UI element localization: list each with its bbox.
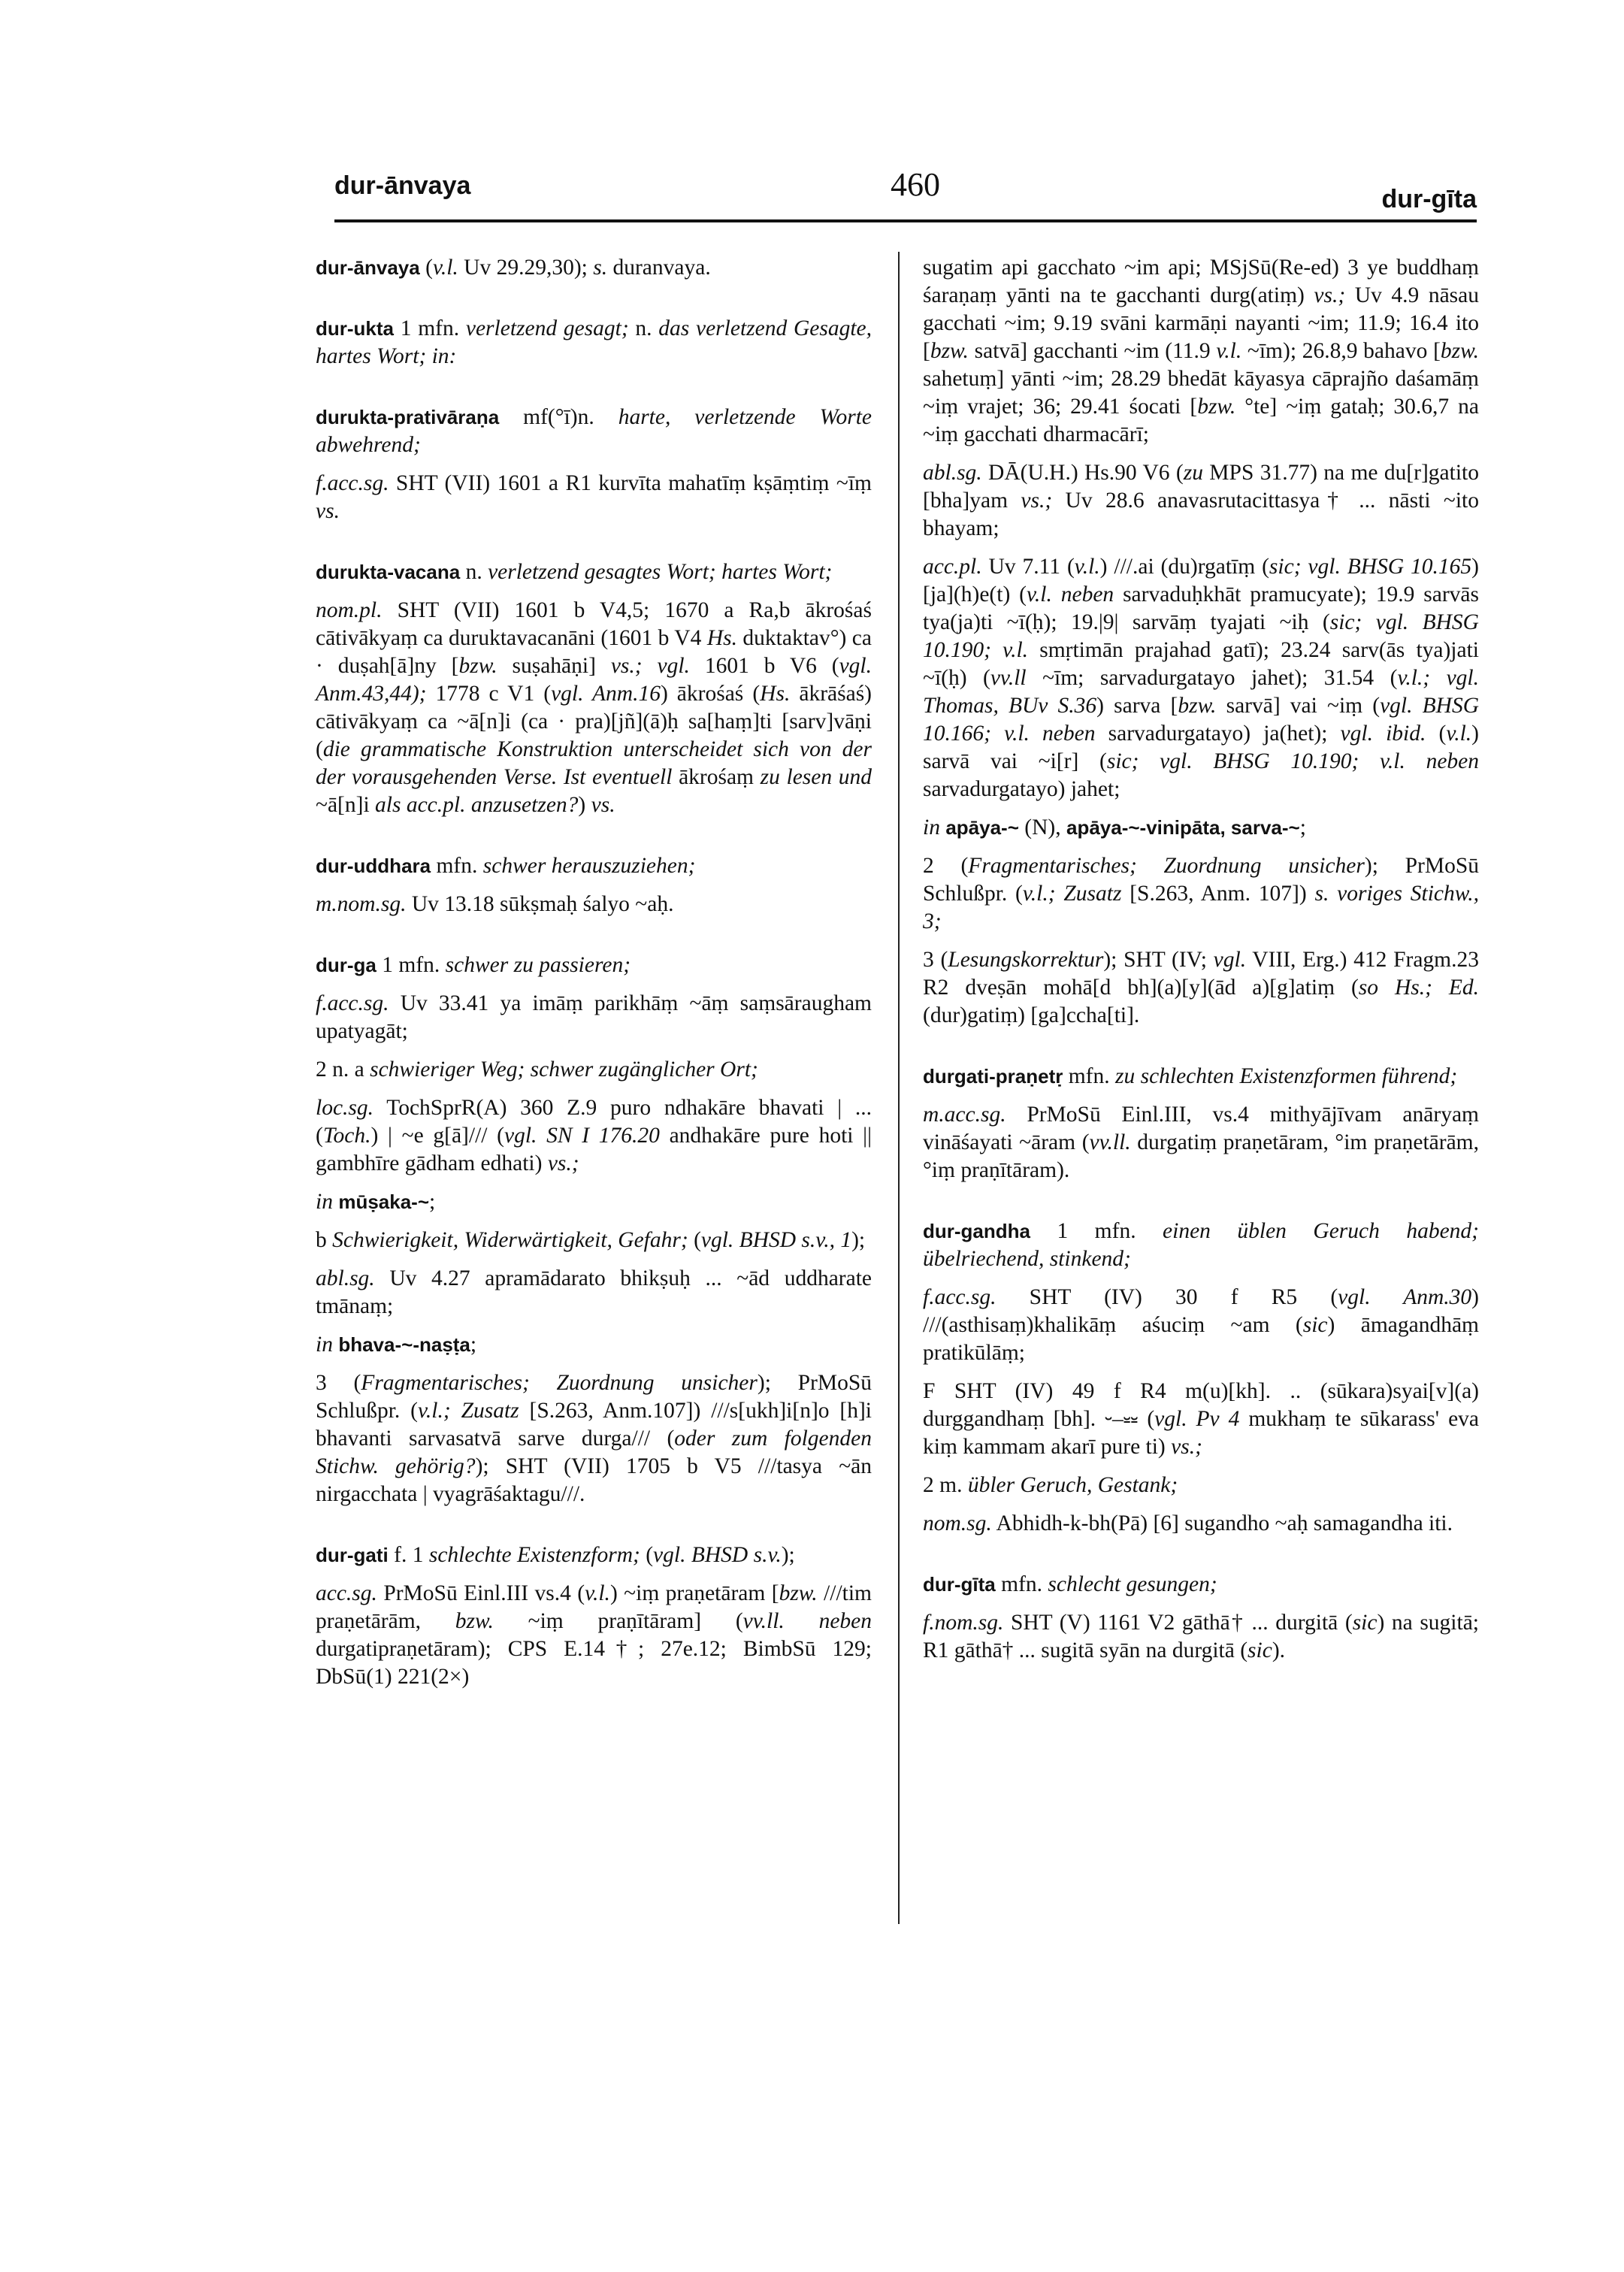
entry-paragraph — [316, 891, 872, 918]
text: ; — [429, 1190, 436, 1214]
entry-paragraph — [316, 1188, 872, 1216]
headword: dur-ga — [316, 954, 377, 976]
dictionary-entry — [923, 1063, 1479, 1091]
italic-text: sic; vgl. BHSG 10.190; v.l. neben — [1106, 749, 1480, 773]
italic-text: vgl. — [1213, 948, 1247, 972]
italic-text: f.acc.sg. — [923, 1285, 996, 1309]
text: MPS 31.77) na me du[r]gatito [bha]yam — [923, 461, 1479, 513]
text: ~ā[n]i — [316, 793, 376, 817]
entry-paragraph — [316, 1094, 872, 1178]
text: SHT (VII) 1601 b V4,5; 1670 a Ra,b ākrośaś cātivākyaṃ ca duruktavacanāni (1601 b V4 — [316, 598, 872, 650]
italic-text: v.l. — [1074, 555, 1100, 579]
text: f. 1 — [388, 1543, 429, 1567]
text: 3 ( — [316, 1371, 361, 1395]
text: Uv 4.9 nāsau gacchati ~im; 9.19 svāni karmāṇi nayanti ~im; 11.9; 16.4 ito [ — [923, 283, 1479, 363]
italic-text: vgl. Pv 4 — [1154, 1407, 1240, 1431]
text: ///tim praṇetārām, — [316, 1581, 872, 1633]
italic-text: so Hs.; Ed. — [1358, 976, 1480, 1000]
text: Uv 33.41 ya imāṃ parikhāṃ ~āṃ saṃsāraugham upatyagāt; — [316, 991, 872, 1043]
text: duktaktav°) ca · duṣah[ā]ny [ — [316, 626, 872, 678]
text: VIII, Erg.) 412 Fragm.23 R2 dveṣān mohā[d bh](a)[y](ād a)[g]atiṃ ( — [923, 948, 1479, 1000]
italic-text: f.acc.sg. — [316, 471, 389, 495]
italic-text: bzw. — [1440, 339, 1479, 363]
right-column — [923, 254, 1479, 1675]
italic-text: acc.pl. — [923, 555, 982, 579]
entry-paragraph — [316, 254, 872, 282]
text: n. — [628, 316, 659, 340]
headword: durukta-prativāraṇa — [316, 406, 500, 428]
italic-text: sic; vgl. BHSG 10.165 — [1269, 555, 1472, 579]
italic-text: schwer zu passieren; — [445, 953, 631, 977]
italic-text: sic — [1352, 1611, 1378, 1635]
italic-text: Lesungskorrektur — [948, 948, 1104, 972]
entry-paragraph — [316, 990, 872, 1045]
headword: durukta-vacana — [316, 561, 461, 583]
italic-text: vgl. SN I 176.20 — [504, 1124, 660, 1148]
headword: dur-ānvaya — [316, 256, 420, 279]
text: Uv 28.6 anavasrutacittasya† ... nāsti ~ito bhayam; — [923, 489, 1479, 540]
text: 2 ( — [923, 854, 969, 878]
italic-text: verletzend gesagtes Wort; hartes Wort; — [488, 560, 833, 584]
italic-text: übler Geruch, Gestank; — [967, 1473, 1178, 1497]
entry-paragraph — [923, 1609, 1479, 1665]
italic-text: s. — [593, 256, 608, 280]
italic-text: abl.sg. — [923, 461, 982, 485]
text: sarvadurgatayo) ja(het); — [1095, 722, 1341, 746]
italic-text: m.acc.sg. — [923, 1103, 1006, 1127]
headword: dur-uddhara — [316, 855, 431, 877]
text: Uv 13.18 sūkṣmaḥ śalyo ~aḥ. — [406, 892, 674, 916]
text: ); SHT (VII) 1705 b V5 ///tasya ~ān nirgacchata | vyagrāśaktagu///. — [316, 1454, 872, 1506]
italic-text: sic; vgl. BHSG 10.190; v.l. — [923, 610, 1479, 662]
italic-text: sic — [1302, 1313, 1328, 1337]
entry-paragraph — [923, 852, 1479, 936]
text: sahetuṃ] yānti ~im; 28.29 bhedāt kāyasya cāprajño daśamāṃ ~iṃ vrajet; 36; 29.41 śocati [ — [923, 367, 1479, 419]
text: b — [316, 1228, 333, 1252]
italic-text: schwer herauszuziehen; — [482, 854, 696, 878]
text: andhakāre pure hoti || gambhīre gādham edhati) — [316, 1124, 872, 1175]
text: ākrośaṃ — [672, 765, 761, 789]
italic-text: vgl. Anm.43,44); — [316, 654, 872, 706]
italic-text: zu schlechten Existenzformen führend; — [1115, 1064, 1458, 1088]
italic-text: f.acc.sg. — [316, 991, 389, 1015]
text: ) | ~e g[ā]/// ( — [370, 1124, 504, 1148]
italic-text: verletzend gesagt; — [465, 316, 629, 340]
italic-text: m.nom.sg. — [316, 892, 407, 916]
text: (N), — [1018, 815, 1066, 840]
text: ) āmagandhāṃ pratikūlāṃ; — [923, 1313, 1479, 1365]
text: SHT (VII) 1601 a R1 kurvīta mahatīṃ kṣāṃtiṃ ~īṃ — [389, 471, 872, 495]
italic-text: in — [923, 815, 940, 840]
entry-paragraph — [923, 459, 1479, 543]
text: ~iṃ praṇītāram] ( — [493, 1609, 743, 1633]
text: sarvadurgatayo) jahet; — [923, 777, 1120, 801]
italic-text: vs.; — [1171, 1435, 1202, 1459]
text: [S.263, Anm. 107]) — [1121, 882, 1315, 906]
text: Uv 29.29,30); — [458, 256, 594, 280]
text: ); — [781, 1543, 795, 1567]
italic-text: bzw. — [930, 339, 969, 363]
text: TochSprR(A) 360 Z.9 puro ndhakāre bhavati | ... ( — [316, 1096, 872, 1148]
italic-text: Fragmentarisches; Zuordnung unsicher — [361, 1371, 758, 1395]
text: ~īm; sarvadurgatayo jahet); 31.54 ( — [1026, 666, 1398, 690]
italic-text: in — [316, 1190, 333, 1214]
entry-paragraph — [316, 1227, 872, 1254]
italic-text: bzw. — [458, 654, 497, 678]
headword: dur-gati — [316, 1544, 389, 1566]
text: F SHT (IV) 49 f R4 m(u)[kh]. .. (sūkara)syai[v](a) durggandhaṃ [bh]. ⏑–⏓⏓ ( — [923, 1379, 1479, 1431]
text: ) ///(asthisaṃ)khalikāṃ aśuciṃ ~am ( — [923, 1285, 1479, 1337]
entry-paragraph — [923, 1510, 1479, 1538]
italic-text: vs.; — [547, 1151, 579, 1175]
italic-text: Hs. — [760, 682, 791, 706]
italic-text: v.l.; vgl. Thomas, BUv S.36 — [923, 666, 1479, 718]
entry-paragraph — [923, 1378, 1479, 1461]
italic-text: acc.sg. — [316, 1581, 377, 1605]
italic-text: vs. — [316, 499, 340, 523]
italic-text: v.l.; Zusatz — [1022, 882, 1122, 906]
bold-compound: bhava-~-naṣṭa — [338, 1333, 470, 1356]
text: ( — [419, 256, 433, 280]
headword: dur-gandha — [923, 1220, 1030, 1242]
text: 1 mfn. — [1030, 1219, 1163, 1243]
text: Abhidh-k-bh(Pā) [6] sugandho ~aḥ samagandha iti. — [991, 1511, 1453, 1535]
page-number: 460 — [891, 166, 940, 203]
text: ) — [578, 793, 591, 817]
text: ( — [1426, 722, 1447, 746]
italic-text: sic — [1247, 1638, 1272, 1662]
text: SHT (V) 1161 V2 gāthā† ... durgitā ( — [1003, 1611, 1353, 1635]
text: sugatim api gacchato ~im api; MSjSū(Re-ed) 3 ye buddhaṃ śaraṇaṃ yānti na te gacchanti durg(atiṃ) — [923, 256, 1479, 307]
text: °te] ~iṃ gataḥ; 30.6,7 na ~iṃ gacchati dharmacārī; — [923, 395, 1479, 446]
text: 2 m. — [923, 1473, 968, 1497]
entry-paragraph — [316, 470, 872, 525]
italic-text: Schwierigkeit, Widerwärtigkeit, Gefahr; — [332, 1228, 688, 1252]
text: duranvaya. — [607, 256, 711, 280]
entry-paragraph — [316, 1056, 872, 1084]
italic-text: die grammatische Konstruktion unterscheidet sich von der der vorausgehenden Verse. Ist eventuell — [316, 737, 872, 789]
italic-text: bzw. — [779, 1581, 818, 1605]
text: 1 mfn. — [394, 316, 466, 340]
italic-text: f.nom.sg. — [923, 1611, 1004, 1635]
bold-compound: mūṣaka-~ — [338, 1190, 430, 1213]
text: ; — [470, 1333, 477, 1357]
entry-paragraph — [316, 1331, 872, 1359]
italic-text: Fragmentarisches; Zuordnung unsicher — [968, 854, 1365, 878]
italic-text: das verletzend Gesagte, hartes Wort; in: — [316, 316, 872, 368]
text: mfn. — [1063, 1064, 1115, 1088]
italic-text: harte, verletzende Worte abwehrend; — [316, 405, 872, 457]
italic-text: vs. — [591, 793, 615, 817]
italic-text: nom.sg. — [923, 1511, 992, 1535]
text: smṛtimān prajahad gatī); 23.24 sarv(ās tya)jati ~ī(ḥ) ( — [923, 638, 1479, 690]
text: satvā] gacchanti ~im (11.9 — [968, 339, 1217, 363]
text: 2 n. a — [316, 1057, 370, 1082]
italic-text: vv.ll — [990, 666, 1027, 690]
text: ) ///.ai (du)rgatīṃ ( — [1099, 555, 1269, 579]
italic-text: abl.sg. — [316, 1266, 375, 1290]
dictionary-entry — [316, 558, 872, 586]
italic-text: einen üblen Geruch habend; übelriechend, stinkend; — [923, 1219, 1479, 1271]
italic-text: zu — [1183, 461, 1203, 485]
text: ); SHT (IV; — [1103, 948, 1214, 972]
left-column — [316, 254, 872, 1702]
italic-text: vgl. BHSD s.v. — [653, 1543, 782, 1567]
dictionary-entry — [316, 315, 872, 371]
italic-text: v.l. — [1216, 339, 1242, 363]
bold-compound: apāya-~ — [945, 816, 1019, 839]
italic-text: v.l. — [585, 1581, 610, 1605]
bold-compound: apāya-~-vinipāta, sarva-~ — [1066, 816, 1300, 839]
italic-text: vgl. BHSD s.v., 1 — [700, 1228, 852, 1252]
text: ākrāśaś) cātivākyaṃ ca ~ā[n]i (ca · pra)[jñ](ā)ḥ sa[haṃ]ti [sarv]vāṇi ( — [316, 682, 872, 761]
italic-text: schwieriger Weg; schwer zugänglicher Ort; — [370, 1057, 758, 1082]
text: 1601 b V6 ( — [689, 654, 839, 678]
italic-text: Toch. — [322, 1124, 371, 1148]
text: mfn. — [431, 854, 483, 878]
entry-paragraph — [316, 1580, 872, 1691]
text: [S.263, Anm.107]) ///s[ukh]i[n]o [h]i bhavanti sarvasatvā sarve durga/// ( — [316, 1399, 872, 1451]
text: sarvaduḥkhāt pramucyate); 19.9 sarvās tya(ja)ti ~ī(ḥ); 19.|9| sarvāṃ tyajati ~iḥ ( — [923, 582, 1479, 634]
entry-paragraph — [316, 1369, 872, 1508]
text: sarvā] vai ~iṃ ( — [1216, 694, 1381, 718]
italic-text: v.l.; Zusatz — [418, 1399, 519, 1423]
dictionary-entry — [316, 852, 872, 880]
italic-text: vgl. ibid. — [1340, 722, 1426, 746]
italic-text: vgl. BHSG 10.166; v.l. neben — [923, 694, 1480, 746]
italic-text: schlechte Existenzform; — [428, 1543, 640, 1567]
italic-text: nom.pl. — [316, 598, 383, 622]
text: 1 mfn. — [376, 953, 446, 977]
text: ) sarvā vai ~i[r] ( — [923, 722, 1479, 773]
text: ; — [1299, 815, 1306, 840]
dictionary-entry — [316, 1541, 872, 1569]
text: ~īm); 26.8,9 bahavo [ — [1241, 339, 1441, 363]
text: ) sarva [ — [1096, 694, 1178, 718]
text: (dur)gatiṃ) [ga]ccha[ti]. — [923, 1003, 1140, 1027]
italic-text: loc.sg. — [316, 1096, 374, 1120]
italic-text: v.l. neben — [1027, 582, 1114, 607]
entry-paragraph — [923, 254, 1479, 449]
text: ( — [640, 1543, 654, 1567]
text: ( — [688, 1228, 701, 1252]
header-left-headword: dur-ānvaya — [334, 171, 471, 200]
italic-text: vv.ll. neben — [742, 1609, 872, 1633]
text: ); PrMoSū Schlußpr. ( — [316, 1371, 872, 1423]
text: SHT (IV) 30 f R5 ( — [996, 1285, 1338, 1309]
entry-paragraph — [923, 553, 1479, 803]
entry-paragraph — [923, 814, 1479, 842]
headword: dur-ukta — [316, 317, 394, 340]
text: ). — [1272, 1638, 1286, 1662]
text: durgatipraṇetāram); CPS E.14†; 27e.12; BimbSū 129; DbSū(1) 221(2×) — [316, 1637, 872, 1689]
entry-paragraph — [923, 1472, 1479, 1499]
italic-text: oder zum folgenden Stichw. gehörig? — [316, 1426, 872, 1478]
italic-text: bzw. — [1178, 694, 1217, 718]
entry-paragraph — [923, 1284, 1479, 1367]
column-separator — [898, 252, 900, 1924]
text: durgatiṃ praṇetāram, °im praṇetārām, °iṃ praṇītāram). — [923, 1130, 1479, 1182]
dictionary-entry — [316, 951, 872, 979]
entry-paragraph — [316, 1265, 872, 1321]
text: mfn. — [995, 1572, 1048, 1596]
dictionary-entry — [923, 1571, 1479, 1599]
text: Uv 7.11 ( — [981, 555, 1075, 579]
italic-text: schlecht gesungen; — [1048, 1572, 1217, 1596]
italic-text: vv.ll. — [1089, 1130, 1131, 1154]
italic-text: vgl. Anm.16 — [551, 682, 661, 706]
italic-text: vs.; vgl. — [610, 654, 690, 678]
text: 1778 c V1 ( — [426, 682, 552, 706]
italic-text: vgl. Anm.30 — [1338, 1285, 1472, 1309]
italic-text: vs.; — [1021, 489, 1053, 513]
text: ) ākrośaś ( — [660, 682, 761, 706]
headword: dur-gīta — [923, 1573, 996, 1596]
header-right-headword: dur-gīta — [1381, 185, 1477, 213]
text: PrMoSū Einl.III vs.4 ( — [377, 1581, 585, 1605]
text: DĀ(U.H.) Hs.90 V6 ( — [981, 461, 1184, 485]
italic-text: bzw. — [455, 1609, 494, 1633]
text: ); PrMoSū Schlußpr. ( — [923, 854, 1479, 906]
text: ); — [851, 1228, 866, 1252]
text: ) ~iṃ praṇetāram [ — [609, 1581, 779, 1605]
italic-text: bzw. — [1197, 395, 1236, 419]
entry-paragraph — [923, 946, 1479, 1030]
entry-paragraph — [316, 597, 872, 819]
italic-text: Hs. — [706, 626, 737, 650]
italic-text: v.l. — [1446, 722, 1472, 746]
italic-text: v.l. — [432, 256, 458, 280]
italic-text: s. voriges Stichw., 3; — [923, 882, 1480, 933]
text: PrMoSū Einl.III, vs.4 mithyājīvam anāryaṃ vināśayati ~āram ( — [923, 1103, 1479, 1154]
italic-text: vs.; — [1314, 283, 1346, 307]
header-rule — [334, 219, 1477, 222]
text: ) [ja](h)e(t) ( — [923, 555, 1479, 607]
text: ) na sugitā; R1 gāthā† ... sugitā syān na durgitā ( — [923, 1611, 1479, 1662]
text: 3 ( — [923, 948, 948, 972]
italic-text: zu lesen und — [760, 765, 872, 789]
running-header — [334, 166, 1477, 216]
italic-text: in — [316, 1333, 333, 1357]
dictionary-entry — [923, 1218, 1479, 1273]
text: n. — [460, 560, 488, 584]
text: suṣahāṇi] — [497, 654, 611, 678]
entry-paragraph — [923, 1101, 1479, 1184]
headword: durgati-praṇetṛ — [923, 1065, 1063, 1088]
text: mukhaṃ te sūkarass' eva kiṃ kammam akarī pure ti) — [923, 1407, 1480, 1459]
dictionary-entry — [316, 404, 872, 459]
text: Uv 4.27 apramādarato bhikṣuḥ ... ~ād uddharate tmānaṃ; — [316, 1266, 872, 1318]
text: mf(°ī)n. — [499, 405, 618, 429]
italic-text: als acc.pl. anzusetzen? — [375, 793, 579, 817]
